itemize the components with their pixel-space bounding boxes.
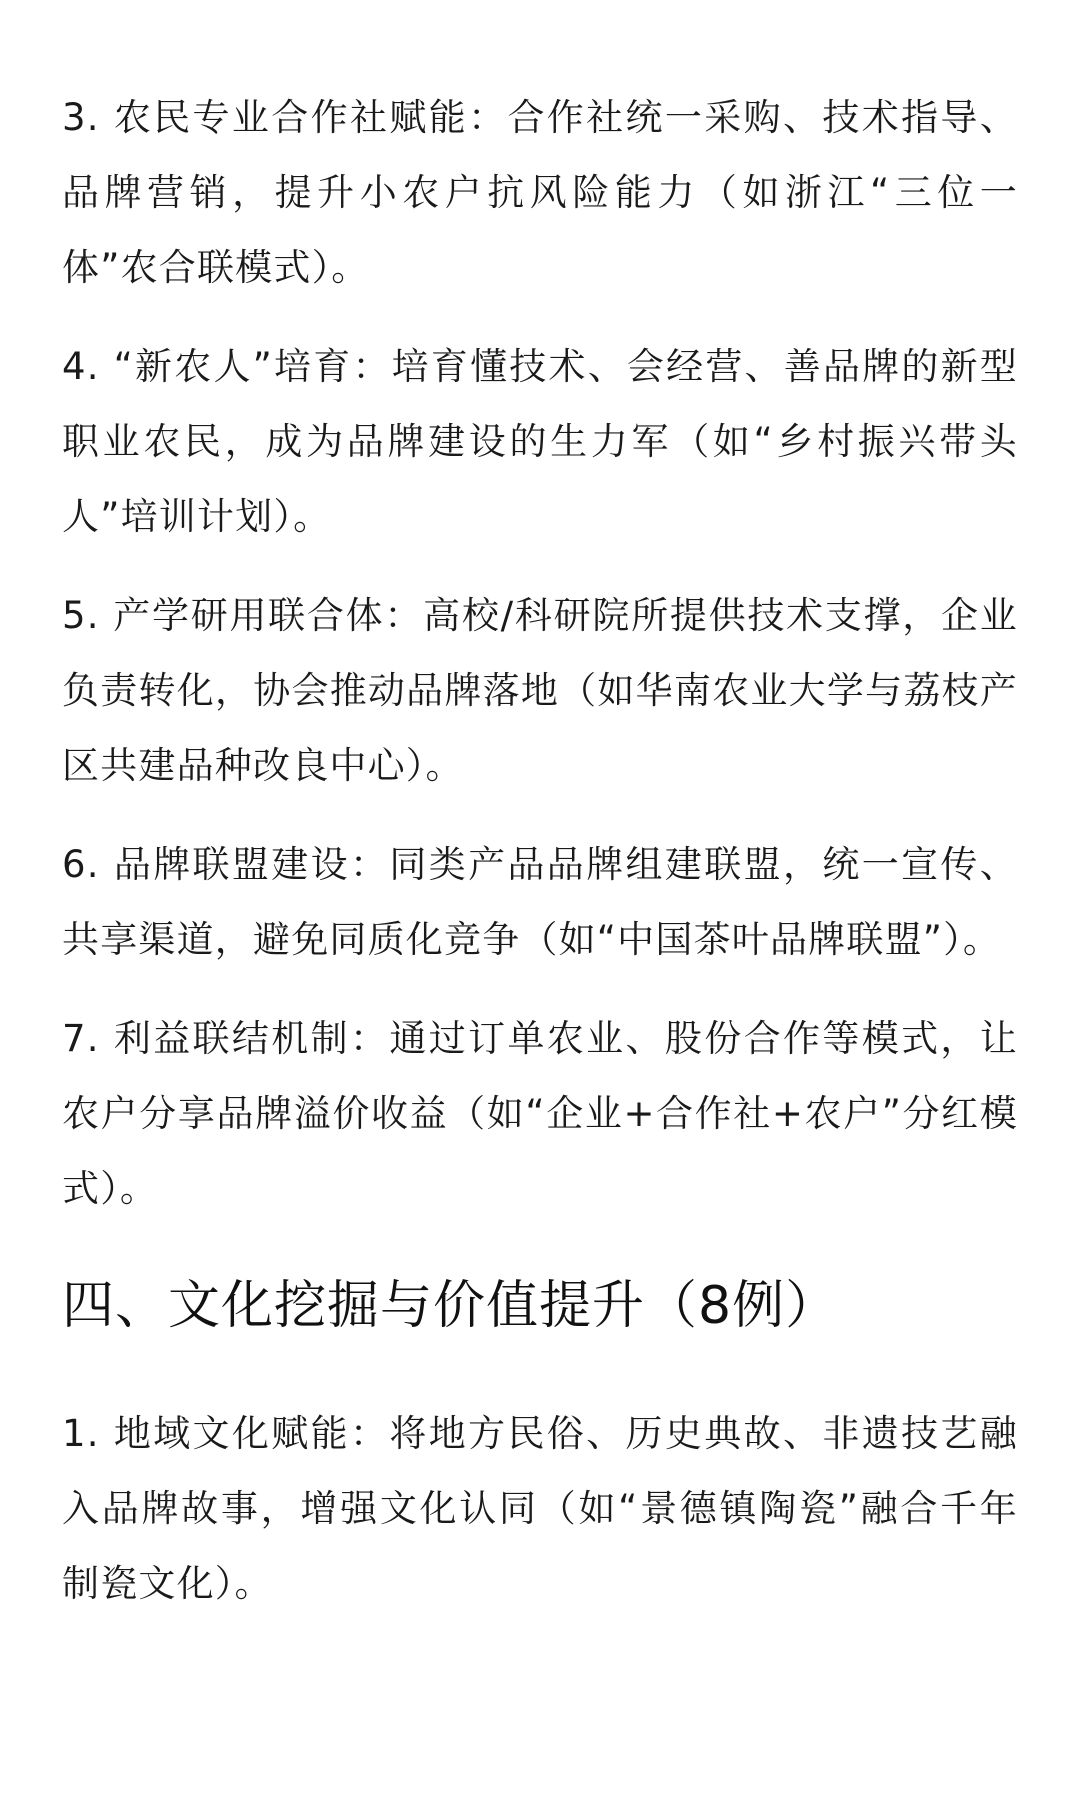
list-item-regional-culture: 1. 地域文化赋能：将地方民俗、历史典故、非遗技艺融入品牌故事，增强文化认同（如“景德镇陶瓷”融合千年制瓷文化）。 xyxy=(62,1412,1018,1605)
section-heading-culture: 四、文化挖掘与价值提升（8例） xyxy=(62,1276,839,1336)
list-item-new-farmer-cultivation: 4. “新农人”培育：培育懂技术、会经营、善品牌的新型职业农民，成为品牌建设的生力军（如“乡村振兴带头人”培训计划）。 xyxy=(62,345,1018,538)
list-item-cooperative-empowerment: 3. 农民专业合作社赋能：合作社统一采购、技术指导、品牌营销，提升小农户抗风险能力（如浙江“三位一体”农合联模式）。 xyxy=(62,96,1018,289)
list-item-industry-academia-alliance: 5. 产学研用联合体：高校/科研院所提供技术支撑，企业负责转化，协会推动品牌落地（如华南农业大学与荔枝产区共建品种改良中心）。 xyxy=(62,594,1018,787)
list-item-benefit-linkage: 7. 利益联结机制：通过订单农业、股份合作等模式，让农户分享品牌溢价收益（如“企业+合作社+农户”分红模式）。 xyxy=(62,1017,1018,1210)
list-item-brand-alliance: 6. 品牌联盟建设：同类产品品牌组建联盟，统一宣传、共享渠道，避免同质化竞争（如“中国茶叶品牌联盟”）。 xyxy=(62,843,1018,961)
